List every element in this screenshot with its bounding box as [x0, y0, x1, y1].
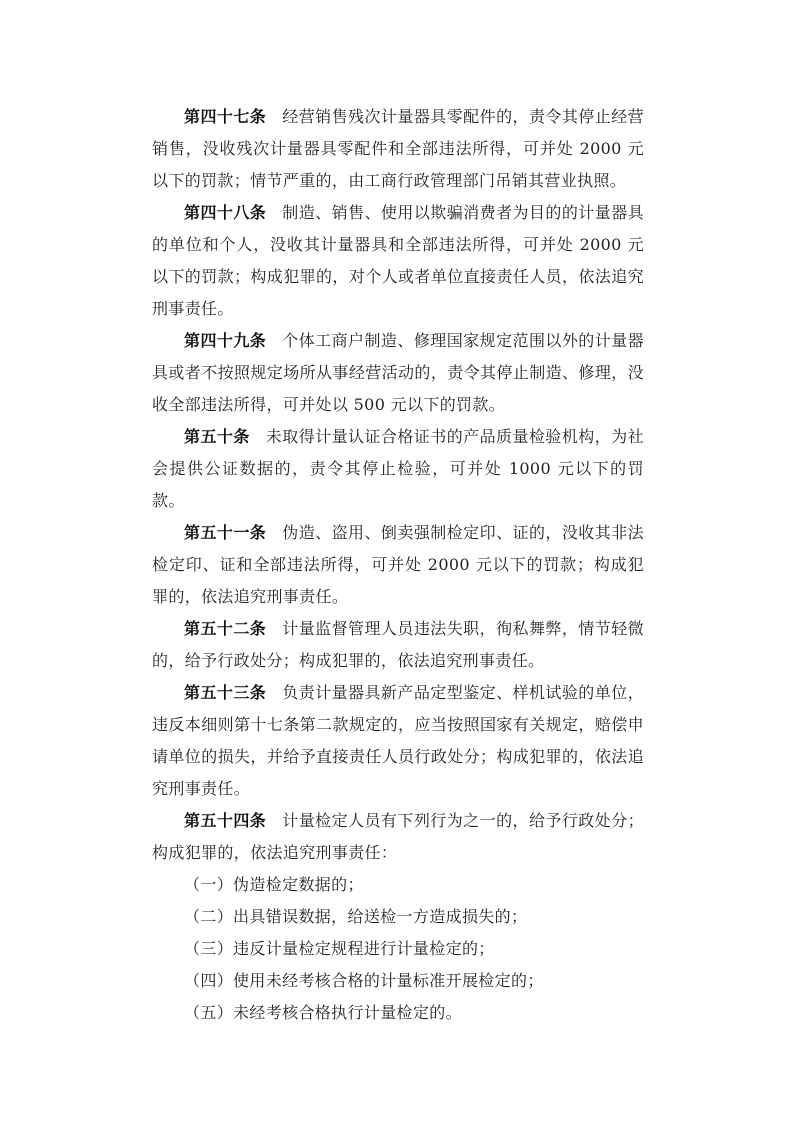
article-53 — [152, 677, 644, 805]
article-title: 第五十三条 — [184, 683, 267, 702]
article-text: 计量检定人员有下列行为之一的，给予行政处分；构成犯罪的，依法追究刑事责任： — [152, 811, 644, 862]
article-title: 第五十二条 — [184, 619, 267, 638]
article-48 — [152, 197, 644, 325]
article-title: 第五十条 — [184, 427, 250, 446]
list-item: （四）使用未经考核合格的计量标准开展检定的； — [184, 971, 544, 990]
article-51 — [152, 517, 644, 613]
list-item: （五）未经考核合格执行计量检定的。 — [184, 1003, 462, 1022]
article-52 — [152, 613, 644, 677]
article-text: 制造、销售、使用以欺骗消费者为目的的计量器具的单位和个人，没收其计量器具和全部违法所得，可并处 2000 元以下的罚款；构成犯罪的，对个人或者单位直接责任人员，依法追究刑事责任。 — [152, 203, 644, 318]
list-item: （二）出具错误数据，给送检一方造成损失的； — [184, 907, 528, 926]
article-text: 经营销售残次计量器具零配件的，责令其停止经营销售，没收残次计量器具零配件和全部违法所得，可并处 2000 元以下的罚款；情节严重的，由工商行政管理部门吊销其营业执照。 — [152, 107, 644, 190]
article-title: 第四十七条 — [184, 107, 267, 126]
article-title: 第五十四条 — [184, 811, 267, 830]
article-49 — [152, 325, 644, 421]
article-text: 个体工商户制造、修理国家规定范围以外的计量器具或者不按照规定场所从事经营活动的，责令其停止制造、修理，没收全部违法所得，可并处以 500 元以下的罚款。 — [152, 331, 644, 414]
article-text: 伪造、盗用、倒卖强制检定印、证的，没收其非法检定印、证和全部违法所得，可并处 2000 元以下的罚款；构成犯罪的，依法追究刑事责任。 — [152, 523, 644, 606]
article-50 — [152, 421, 644, 517]
article-54 — [152, 805, 644, 869]
list-item: （一）伪造检定数据的； — [184, 875, 364, 894]
list-item: （三）违反计量检定规程进行计量检定的； — [184, 939, 495, 958]
article-text: 计量监督管理人员违法失职，徇私舞弊，情节轻微的，给予行政处分；构成犯罪的，依法追究刑事责任。 — [152, 619, 644, 670]
article-text: 未取得计量认证合格证书的产品质量检验机构，为社会提供公证数据的，责令其停止检验，可并处 1000 元以下的罚款。 — [152, 427, 644, 510]
article-text: 负责计量器具新产品定型鉴定、样机试验的单位，违反本细则第十七条第二款规定的，应当按照国家有关规定，赔偿申请单位的损失，并给予直接责任人员行政处分；构成犯罪的，依法追究刑事责任。 — [152, 683, 644, 798]
article-47 — [152, 101, 644, 197]
article-title: 第四十九条 — [184, 331, 267, 350]
document-page — [152, 101, 644, 1029]
article-title: 第五十一条 — [184, 523, 267, 542]
article-title: 第四十八条 — [184, 203, 267, 222]
